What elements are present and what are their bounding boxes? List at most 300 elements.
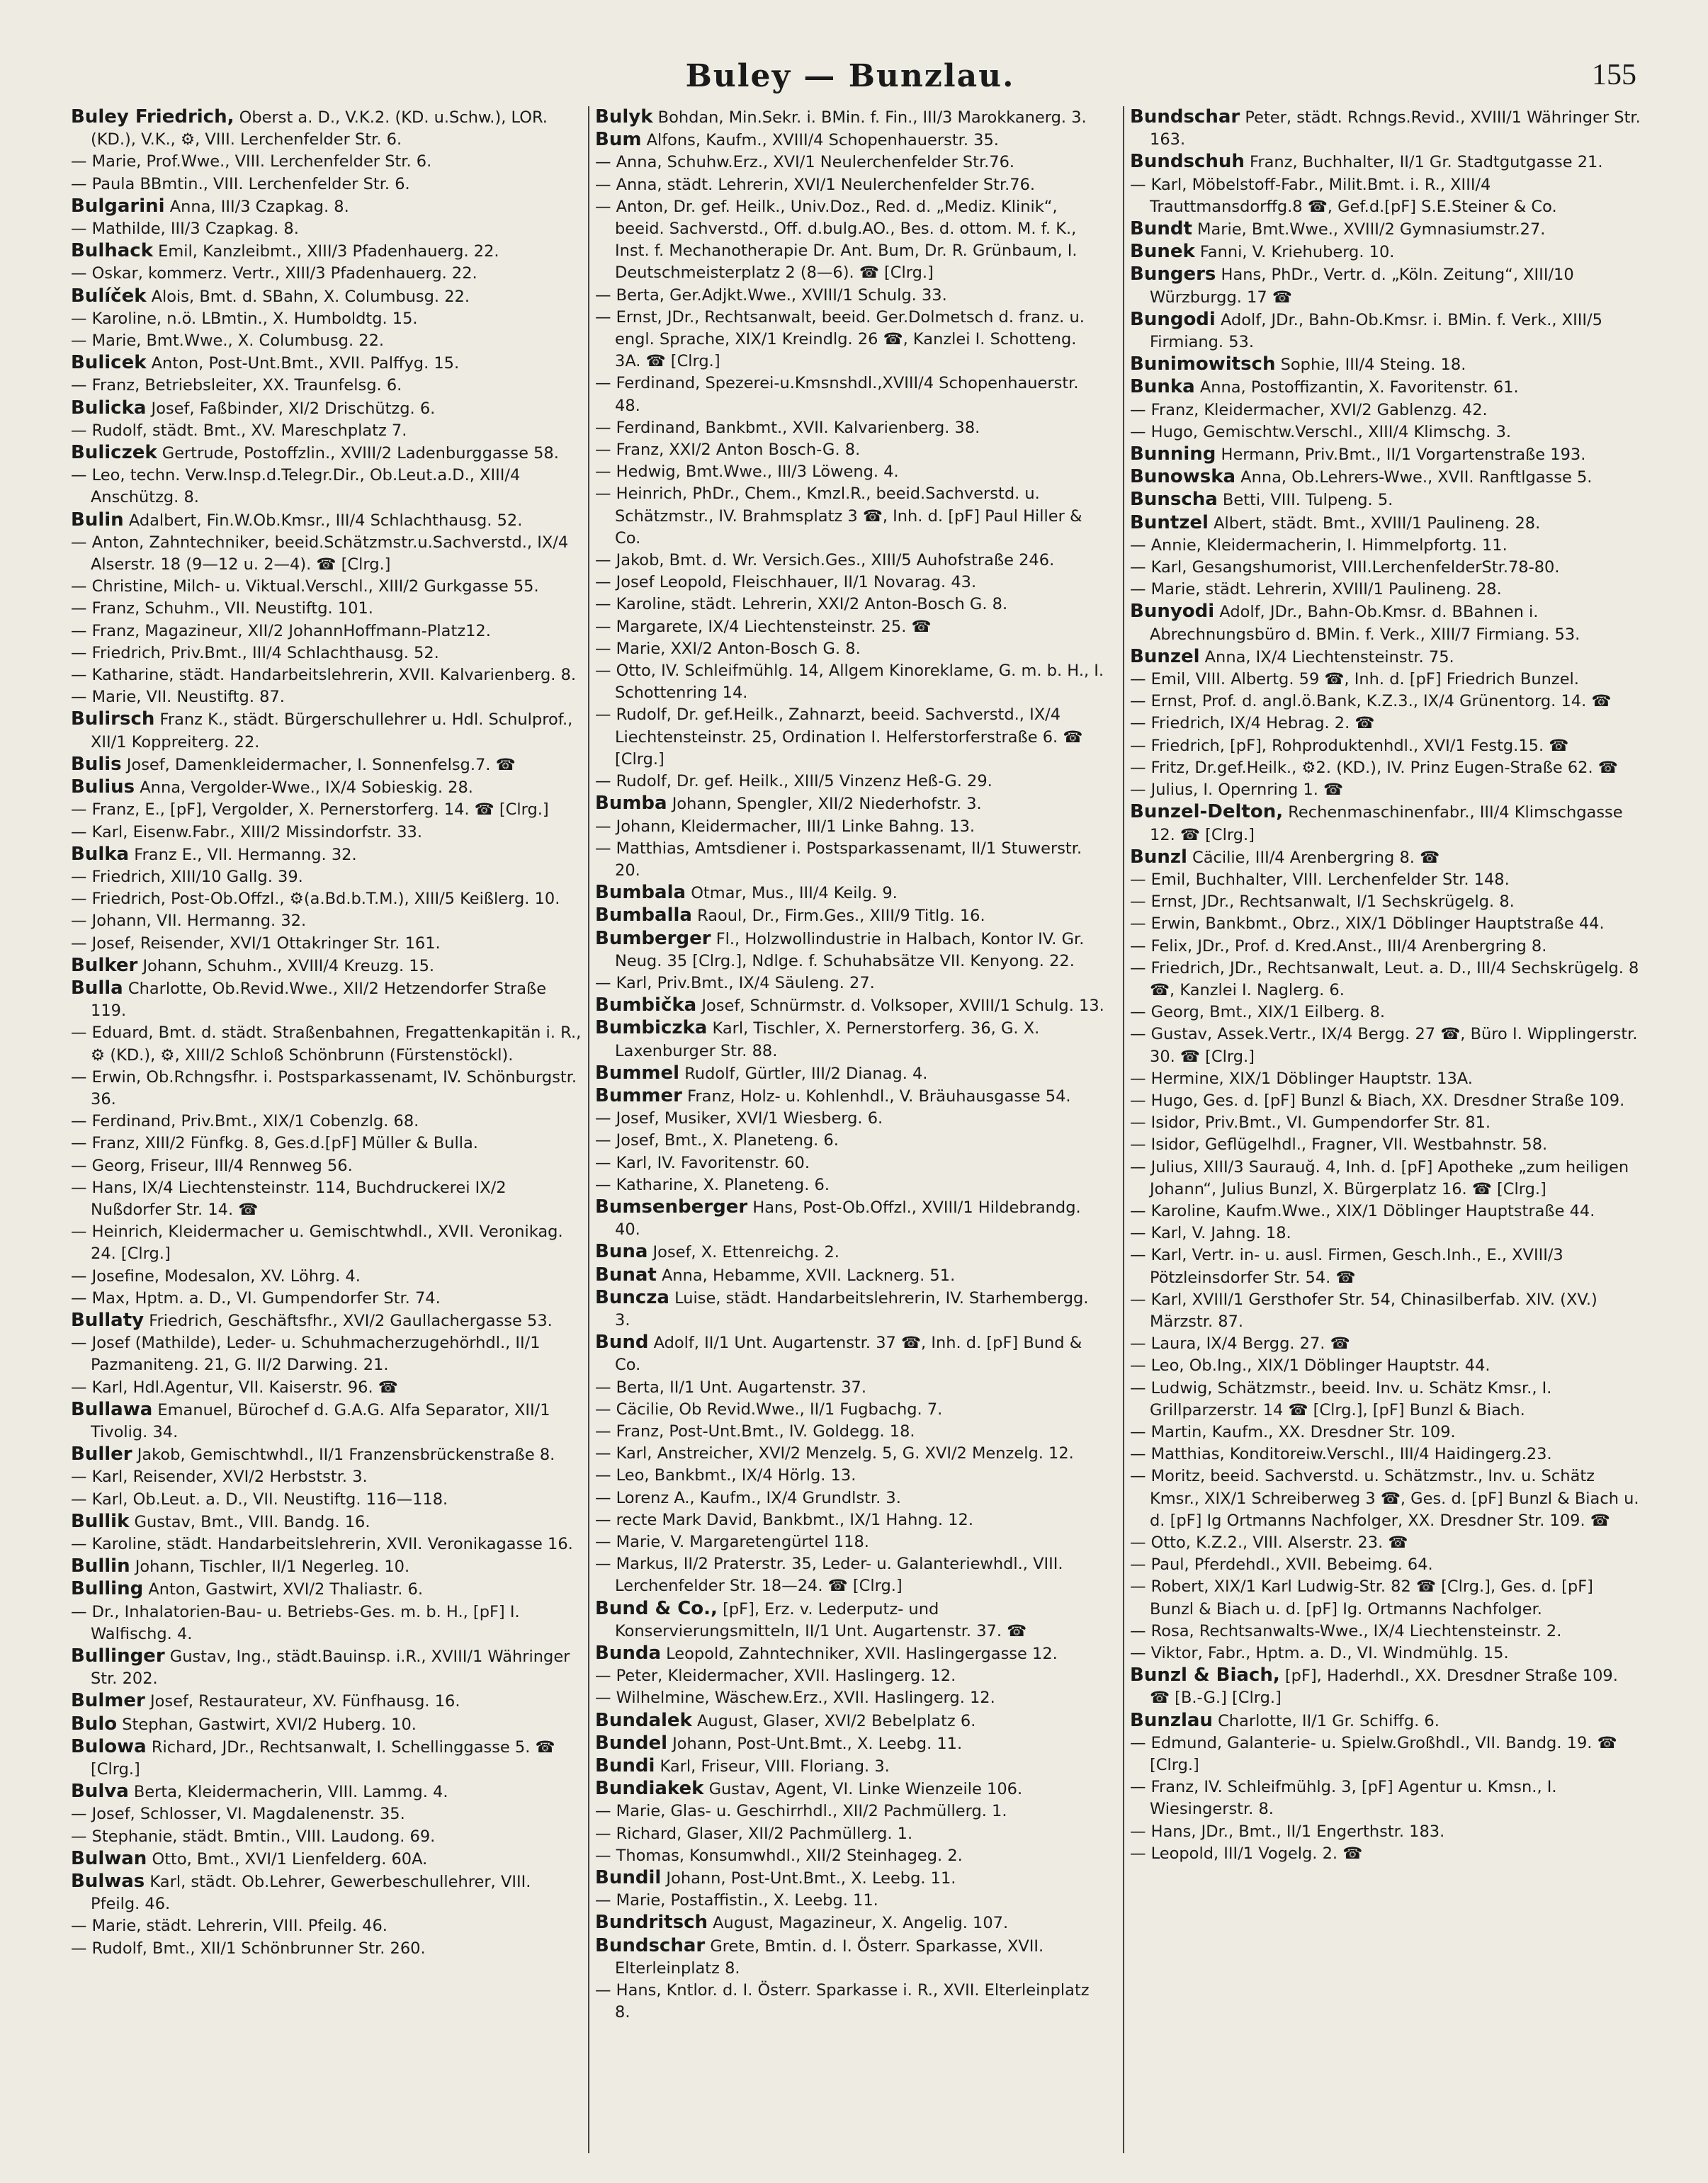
entry-details: — Paula BBmtin., VIII. Lerchenfelder Str. 6.	[71, 174, 410, 193]
directory-entry	[595, 174, 1107, 196]
entry-surname: Buley Friedrich,	[71, 106, 234, 127]
entry-details: — Stephanie, städt. Bmtin., VIII. Laudong. 69.	[71, 1827, 436, 1846]
entry-surname: Bulicek	[71, 352, 147, 374]
entry-surname: Bunowska	[1130, 466, 1236, 488]
entry-surname: Bungodi	[1130, 308, 1216, 330]
entry-details: Stephan, Gastwirt, XVI/2 Huberg. 10.	[117, 1715, 417, 1734]
column-divider	[588, 106, 589, 2153]
entry-details: — Moritz, beeid. Sachverstd. u. Schätzmstr., Inv. u. Schätz Kmsr., XIX/1 Schreiberweg 3 ☎, Ges. d. [pF] Bunzl & Biach u. d. [pF] Ig Ortmanns Nachfolger, XX. Dresdner Str. 109. ☎	[1130, 1467, 1639, 1530]
directory-entry	[595, 1553, 1107, 1597]
directory-entry	[595, 594, 1107, 616]
directory-entry	[1130, 691, 1641, 713]
entry-details: Adalbert, Fin.W.Ob.Kmsr., III/4 Schlachthausg. 52.	[123, 511, 523, 530]
directory-entry	[595, 550, 1107, 572]
entry-details: Franz K., städt. Bürgerschullehrer u. Hdl. Schulprof., XII/1 Koppreiterg. 22.	[91, 710, 573, 752]
entry-details: Josef, Damenkleidermacher, I. Sonnenfelsg.7. ☎	[121, 755, 516, 774]
directory-entry	[595, 373, 1107, 416]
directory-entry	[595, 882, 1107, 905]
entry-details: — Heinrich, PhDr., Chem., Kmzl.R., beeid.Sachverstd. u. Schätzmstr., IV. Brahmsplatz 3 ☎, Inh. d. [pF] Paul Hiller & Co.	[595, 484, 1082, 548]
directory-entry	[1130, 106, 1641, 151]
entry-details: — Rosa, Rechtsanwalts-Wwe., IX/4 Liechtensteinstr. 2.	[1130, 1621, 1562, 1640]
directory-entry	[71, 933, 582, 955]
directory-entry	[71, 955, 582, 977]
directory-entry	[1130, 151, 1641, 174]
directory-entry	[595, 1845, 1107, 1867]
directory-entry	[595, 1287, 1107, 1332]
directory-entry	[595, 660, 1107, 704]
entry-details: Gertrude, Postoffzlin., XVIII/2 Ladenburggasse 58.	[157, 444, 559, 463]
entry-surname: Bundil	[595, 1867, 662, 1889]
directory-entry	[71, 1871, 582, 1915]
directory-entry	[71, 1645, 582, 1690]
entry-details: — Max, Hptm. a. D., VI. Gumpendorfer Str. 74.	[71, 1288, 441, 1308]
entry-details: — Karl, Eisenw.Fabr., XIII/2 Missindorfstr. 33.	[71, 822, 422, 841]
entry-details: Rechenmaschinenfabr., III/4 Klimschgasse 12. ☎ [Clrg.]	[1150, 803, 1623, 844]
entry-details: — Cäcilie, Ob Revid.Wwe., II/1 Fugbachg. 7.	[595, 1400, 943, 1419]
directory-entry	[1130, 1576, 1641, 1620]
directory-entry	[71, 263, 582, 285]
directory-entry	[71, 106, 582, 151]
directory-entry	[595, 439, 1107, 461]
entry-details: — Karl, V. Jahng. 18.	[1130, 1224, 1291, 1243]
entry-details: Johann, Tischler, II/1 Negerleg. 10.	[130, 1558, 410, 1577]
directory-entry	[71, 1915, 582, 1937]
entry-surname: Bunek	[1130, 241, 1195, 263]
entry-details: — Johann, Kleidermacher, III/1 Linke Bahng. 13.	[595, 817, 975, 836]
directory-entry	[71, 1399, 582, 1444]
directory-entry	[595, 1332, 1107, 1376]
directory-entry	[595, 106, 1107, 129]
directory-entry	[1130, 421, 1641, 443]
entry-details: — Georg, Bmt., XIX/1 Eilberg. 8.	[1130, 1003, 1386, 1022]
directory-entry	[595, 1085, 1107, 1108]
directory-entry	[71, 1221, 582, 1265]
entry-details: Josef, Schnürmstr. d. Volksoper, XVIII/1 Schulg. 13.	[696, 997, 1104, 1016]
directory-entry	[595, 1531, 1107, 1553]
entry-details: August, Glaser, XVI/2 Bebelplatz 6.	[691, 1711, 976, 1730]
directory-entry	[71, 888, 582, 910]
entry-details: Anna, Postoffizantin, X. Favoritenstr. 61.	[1194, 378, 1519, 397]
entry-surname: Bumballa	[595, 905, 692, 926]
entry-details: Bohdan, Min.Sekr. i. BMin. f. Fin., III/3 Marokkanerg. 3.	[652, 108, 1087, 127]
entry-details: — Laura, IX/4 Bergg. 27. ☎	[1130, 1334, 1350, 1354]
directory-entry	[71, 686, 582, 708]
directory-entry	[1130, 1465, 1641, 1532]
entry-details: Otmar, Mus., III/4 Keilg. 9.	[686, 884, 898, 903]
entry-surname: Bumbiczka	[595, 1017, 708, 1039]
entry-details: Alois, Bmt. d. SBahn, X. Columbusg. 22.	[146, 287, 470, 306]
directory-entry	[1130, 399, 1641, 421]
directory-entry	[71, 1133, 582, 1155]
entry-details: — Marie, Bmt.Wwe., X. Columbusg. 22.	[71, 331, 385, 351]
column-1	[71, 106, 582, 2160]
directory-entry	[1130, 846, 1641, 869]
directory-entry	[1130, 1355, 1641, 1377]
entry-details: — Ernst, JDr., Rechtsanwalt, I/1 Sechskrügelg. 8.	[1130, 892, 1515, 912]
entry-surname: Bunzl & Biach,	[1130, 1665, 1280, 1686]
directory-entry	[71, 532, 582, 576]
entry-surname: Bumba	[595, 793, 667, 815]
directory-entry	[71, 1848, 582, 1871]
directory-entry	[71, 1803, 582, 1825]
entry-details: — Annie, Kleidermacherin, I. Himmelpfortg. 11.	[1130, 535, 1508, 555]
directory-entry	[595, 307, 1107, 373]
directory-entry	[71, 1466, 582, 1488]
entry-details: — Franz, XIII/2 Fünfkg. 8, Ges.d.[pF] Müller & Bulla.	[71, 1134, 478, 1153]
entry-details: Friedrich, Geschäftsfhr., XVI/2 Gaullachergasse 53.	[144, 1311, 553, 1330]
entry-details: — Leopold, III/1 Vogelg. 2. ☎	[1130, 1844, 1363, 1863]
directory-entry	[595, 1890, 1107, 1912]
entry-details: — Erwin, Ob.Rchngsfhr. i. Postsparkassenamt, IV. Schönburgstr. 36.	[71, 1067, 577, 1108]
directory-entry	[71, 1713, 582, 1736]
entry-details: — Friedrich, Priv.Bmt., III/4 Schlachthausg. 52.	[71, 643, 439, 662]
directory-entry	[1130, 735, 1641, 757]
entry-details: — Josef Leopold, Fleischhauer, II/1 Novarag. 43.	[595, 573, 977, 592]
directory-entry	[595, 1377, 1107, 1399]
entry-details: Anton, Post-Unt.Bmt., XVII. Palffyg. 15.	[146, 354, 460, 373]
entry-details: — Fritz, Dr.gef.Heilk., ⚙2. (KD.), IV. Prinz Eugen-Straße 62. ☎	[1130, 758, 1618, 777]
directory-entry	[595, 1174, 1107, 1196]
entry-details: — Felix, JDr., Prof. d. Kred.Anst., III/4 Arenbergring 8.	[1130, 936, 1547, 956]
entry-surname: Bummer	[595, 1084, 682, 1106]
entry-details: Luise, städt. Handarbeitslehrerin, IV. Starhembergg. 3.	[615, 1288, 1089, 1329]
entry-details: Karl, Tischler, X. Pernerstorferg. 36, G. X. Laxenburger Str. 88.	[615, 1019, 1040, 1060]
directory-entry	[71, 420, 582, 442]
entry-surname: Bum	[595, 129, 642, 151]
directory-entry	[71, 576, 582, 598]
entry-details: — Ferdinand, Bankbmt., XVII. Kalvarienberg. 38.	[595, 418, 980, 437]
entry-details: — Anton, Dr. gef. Heilk., Univ.Doz., Red. d. „Mediz. Klinik“, beeid. Sachverstd., Off. d.bulg.AO., Bes. d. ottom. M. f. K., Inst. f. Mechanotherapie Dr. Ant. Bum, Dr. R. Grünbaum, I. Deutschmeisterplatz 2 (8—6). ☎ [Clrg.]	[595, 197, 1078, 283]
entry-details: Richard, JDr., Rechtsanwalt, I. Schellinggasse 5. ☎ [Clrg.]	[91, 1737, 555, 1779]
entry-details: Grete, Bmtin. d. I. Österr. Sparkasse, XVII. Elterleinplatz 8.	[615, 1937, 1044, 1978]
directory-entry	[1130, 891, 1641, 913]
entry-surname: Bundritsch	[595, 1912, 708, 1934]
directory-entry	[71, 1533, 582, 1555]
directory-entry	[71, 1155, 582, 1177]
running-head: Buley — Bunzlau.	[685, 58, 1015, 94]
directory-entry	[1130, 1621, 1641, 1643]
entry-surname: Bumbala	[595, 882, 686, 904]
entry-details: Josef, X. Ettenreichg. 2.	[647, 1243, 839, 1262]
directory-entry	[1130, 1024, 1641, 1067]
directory-entry	[71, 1555, 582, 1578]
entry-details: — Karl, Ob.Leut. a. D., VII. Neustiftg. 116—118.	[71, 1490, 448, 1509]
directory-entry	[1130, 1776, 1641, 1820]
directory-entry	[595, 196, 1107, 285]
directory-entry	[1130, 263, 1641, 308]
entry-surname: Bulowa	[71, 1735, 147, 1757]
entry-details: — Karl, XVIII/1 Gersthofer Str. 54, Chinasilberfab. XIV. (XV.) Märzstr. 87.	[1130, 1290, 1597, 1331]
entry-details: — Peter, Kleidermacher, XVII. Haslingerg. 12.	[595, 1667, 956, 1686]
directory-entry	[595, 793, 1107, 815]
entry-surname: Bumbička	[595, 994, 697, 1016]
entry-details: Anna, Vergolder-Wwe., IX/4 Sobieskig. 28.	[135, 778, 473, 798]
directory-entry	[71, 1177, 582, 1221]
entry-details: — Karl, Priv.Bmt., IX/4 Säuleng. 27.	[595, 973, 875, 992]
entry-details: Johann, Spengler, XII/2 Niederhofstr. 3.	[667, 795, 982, 814]
directory-entry	[1130, 1002, 1641, 1024]
column-divider	[1123, 106, 1124, 2153]
entry-surname: Buller	[71, 1444, 132, 1465]
entry-details: — Franz, XXI/2 Anton Bosch-G. 8.	[595, 441, 861, 460]
entry-details: — Matthias, Amtsdiener i. Postsparkassenamt, II/1 Stuwerstr. 20.	[595, 839, 1082, 880]
entry-details: Leopold, Zahntechniker, XVII. Haslingergasse 12.	[661, 1645, 1058, 1664]
entry-details: — Rudolf, Dr. gef.Heilk., Zahnarzt, beeid. Sachverstd., IX/4 Liechtensteinstr. 25, Ordination I. Helferstorferstraße 6. ☎ [Clrg.]	[595, 705, 1083, 769]
entry-details: — Anna, Schuhw.Erz., XVI/1 Neulerchenfelder Str.76.	[595, 153, 1015, 172]
entry-details: — Franz, Post-Unt.Bmt., IV. Goldegg. 18.	[595, 1422, 915, 1441]
entry-details: Johann, Post-Unt.Bmt., X. Leebg. 11.	[661, 1869, 956, 1888]
directory-entry	[71, 218, 582, 240]
directory-entry	[1130, 218, 1641, 241]
entry-details: Johann, Schuhm., XVIII/4 Kreuzg. 15.	[137, 956, 435, 975]
entry-details: [pF], Haderhdl., XX. Dresdner Straße 109. ☎ [B.-G.] [Clrg.]	[1150, 1667, 1618, 1708]
entry-surname: Bunzl	[1130, 846, 1187, 868]
directory-entry	[1130, 1422, 1641, 1444]
entry-surname: Bunzel	[1130, 645, 1200, 667]
entry-details: — Rudolf, städt. Bmt., XV. Mareschplatz 7.	[71, 421, 407, 440]
directory-entry	[595, 638, 1107, 660]
directory-entry	[595, 1935, 1107, 1980]
directory-entry	[1130, 1532, 1641, 1554]
directory-entry	[595, 1241, 1107, 1264]
directory-entry	[71, 799, 582, 821]
entry-surname: Bulker	[71, 954, 138, 976]
entry-details: — Lorenz A., Kaufm., IX/4 Grundlstr. 3.	[595, 1488, 901, 1507]
directory-entry	[595, 1152, 1107, 1174]
entry-surname: Bulo	[71, 1713, 118, 1735]
directory-entry	[71, 1310, 582, 1332]
directory-entry	[595, 1755, 1107, 1778]
entry-details: — Josef, Musiker, XVI/1 Wiesberg. 6.	[595, 1109, 883, 1128]
directory-entry	[1130, 443, 1641, 466]
directory-entry	[71, 866, 582, 888]
entry-details: Anna, Ob.Lehrers-Wwe., XVII. Ranftlgasse 5.	[1235, 468, 1593, 487]
directory-entry	[595, 704, 1107, 771]
entry-details: — Emil, VIII. Albertg. 59 ☎, Inh. d. [pF] Friedrich Bunzel.	[1130, 670, 1579, 689]
entry-details: — Georg, Friseur, III/4 Rennweg 56.	[71, 1156, 353, 1175]
directory-entry	[1130, 1223, 1641, 1244]
entry-surname: Bullawa	[71, 1398, 153, 1420]
entry-details: — Mathilde, III/3 Czapkag. 8.	[71, 220, 299, 239]
entry-details: — Karl, Hdl.Agentur, VII. Kaiserstr. 96. ☎	[71, 1378, 398, 1397]
directory-entry	[595, 285, 1107, 307]
directory-entry	[71, 1781, 582, 1803]
directory-entry	[595, 816, 1107, 838]
entry-details: — Ludwig, Schätzmstr., beeid. Inv. u. Schätz Kmsr., I. Grillparzerstr. 14 ☎ [Clrg.], [pF] Bunzl & Biach.	[1130, 1378, 1552, 1419]
directory-entry	[71, 151, 582, 173]
entry-surname: Bulka	[71, 843, 130, 865]
directory-entry	[1130, 1068, 1641, 1090]
directory-entry	[1130, 1112, 1641, 1134]
entry-details: — Viktor, Fabr., Hptm. a. D., VI. Windmühlg. 15.	[1130, 1644, 1509, 1663]
entry-surname: Bulwas	[71, 1871, 145, 1893]
directory-entry	[1130, 936, 1641, 958]
directory-entry	[71, 776, 582, 799]
entry-details: — Katharine, städt. Handarbeitslehrerin, XVII. Kalvarienberg. 8.	[71, 666, 577, 685]
entry-details: Albert, städt. Bmt., XVIII/1 Paulineng. 28.	[1208, 514, 1541, 533]
directory-entry	[71, 195, 582, 218]
entry-surname: Bund	[595, 1332, 649, 1354]
entry-details: — Josef, Reisender, XVI/1 Ottakringer Str. 161.	[71, 934, 441, 953]
entry-details: Franz, Holz- u. Kohlenhdl., V. Bräuhausgasse 54.	[681, 1087, 1071, 1106]
entry-details: Hans, PhDr., Vertr. d. „Köln. Zeitung“, XIII/10 Würzburgg. 17 ☎	[1150, 266, 1574, 307]
directory-entry	[1130, 1134, 1641, 1156]
entry-surname: Bulling	[71, 1578, 144, 1600]
entry-details: Emanuel, Bürochef d. G.A.G. Alfa Separator, XII/1 Tivolig. 34.	[91, 1400, 550, 1441]
entry-details: Gustav, Ing., städt.Bauinsp. i.R., XVIII/1 Währinger Str. 202.	[91, 1648, 570, 1689]
entry-details: — Anna, städt. Lehrerin, XVI/1 Neulerchenfelder Str.76.	[595, 175, 1036, 194]
directory-entry	[71, 977, 582, 1022]
directory-entry	[71, 1578, 582, 1601]
directory-entry	[595, 152, 1107, 174]
entry-surname: Bulgarini	[71, 195, 165, 217]
entry-details: — Berta, II/1 Unt. Augartenstr. 37.	[595, 1378, 866, 1397]
entry-details: — Otto, K.Z.2., VIII. Alserstr. 23. ☎	[1130, 1533, 1408, 1552]
entry-details: — Marie, XXI/2 Anton-Bosch G. 8.	[595, 639, 861, 658]
entry-details: — Josef, Schlosser, VI. Magdalenenstr. 35.	[71, 1805, 405, 1824]
entry-details: Oberst a. D., V.K.2. (KD. u.Schw.), LOR. (KD.), V.K., ⚙, VIII. Lerchenfelder Str. 6.	[91, 108, 548, 149]
directory-entry	[1130, 757, 1641, 779]
directory-entry	[71, 910, 582, 932]
directory-entry	[71, 397, 582, 420]
directory-entry	[71, 352, 582, 375]
directory-entry	[595, 1733, 1107, 1755]
column-3	[1130, 106, 1641, 2160]
directory-entry	[595, 994, 1107, 1017]
entry-details: — Rudolf, Dr. gef. Heilk., XIII/5 Vinzenz Heß-G. 29.	[595, 772, 992, 791]
directory-entry	[1130, 669, 1641, 691]
entry-details: — Wilhelmine, Wäschew.Erz., XVII. Haslingerg. 12.	[595, 1689, 995, 1708]
entry-surname: Bulla	[71, 977, 123, 999]
entry-details: — Matthias, Konditoreiw.Verschl., III/4 Haidingerg.23.	[1130, 1445, 1552, 1464]
entry-surname: Bulmer	[71, 1690, 145, 1712]
entry-surname: Bunning	[1130, 443, 1216, 465]
entry-details: Anna, Hebamme, XVII. Lacknerg. 51.	[656, 1266, 956, 1285]
directory-entry	[595, 1017, 1107, 1062]
entry-details: — Julius, XIII/3 Saurauğ. 4, Inh. d. [pF] Apotheke „zum heiligen Johann“, Julius Bunzl, X. Bürgerplatz 16. ☎ [Clrg.]	[1130, 1157, 1629, 1198]
entry-details: — Hans, Kntlor. d. I. Österr. Sparkasse i. R., XVII. Elterleinplatz 8.	[595, 1981, 1090, 2022]
directory-entry	[595, 838, 1107, 882]
directory-entry	[71, 620, 582, 642]
entry-details: — Gustav, Assek.Vertr., IX/4 Bergg. 27 ☎, Büro I. Wipplingerstr. 30. ☎ [Clrg.]	[1130, 1025, 1638, 1066]
directory-entry	[595, 1710, 1107, 1733]
directory-entry	[595, 1465, 1107, 1487]
entry-details: — Karoline, städt. Lehrerin, XXI/2 Anton-Bosch G. 8.	[595, 595, 1008, 614]
directory-entry	[71, 1826, 582, 1848]
directory-entry	[71, 240, 582, 263]
entry-surname: Buna	[595, 1241, 648, 1263]
entry-surname: Bullaty	[71, 1309, 145, 1331]
entry-surname: Bunyodi	[1130, 601, 1215, 623]
entry-surname: Bundi	[595, 1755, 655, 1777]
directory-entry	[71, 1332, 582, 1376]
entry-details: — Eduard, Bmt. d. städt. Straßenbahnen, Fregattenkapitän i. R., ⚙ (KD.), ⚙, XIII/2 Schloß Schönbrunn (Fürstenstöckl).	[71, 1024, 582, 1065]
entry-surname: Bundschuh	[1130, 151, 1245, 173]
entry-surname: Bunimowitsch	[1130, 353, 1276, 375]
entry-details: — Richard, Glaser, XII/2 Pachmüllerg. 1.	[595, 1824, 913, 1843]
entry-details: — Thomas, Konsumwhdl., XII/2 Steinhageg. 2.	[595, 1846, 963, 1865]
directory-entry	[71, 308, 582, 330]
entry-surname: Buncza	[595, 1286, 669, 1308]
entry-details: — Markus, II/2 Praterstr. 35, Leder- u. Galanteriewhdl., VIII. Lerchenfelder Str. 18—24. ☎ [Clrg.]	[595, 1555, 1063, 1596]
entry-surname: Bullin	[71, 1555, 130, 1577]
entry-details: Josef, Faßbinder, XI/2 Drischützg. 6.	[146, 399, 436, 418]
entry-details: Marie, Bmt.Wwe., XVIII/2 Gymnasiumstr.27.	[1192, 220, 1546, 239]
directory-entry	[1130, 309, 1641, 353]
entry-details: Betti, VIII. Tulpeng. 5.	[1217, 491, 1393, 510]
directory-entry	[71, 598, 582, 620]
entry-details: — Friedrich, Post-Ob.Offzl., ⚙(a.Bd.b.T.M.), XIII/5 Keißlerg. 10.	[71, 890, 560, 909]
column-2	[595, 106, 1107, 2160]
directory-entry	[71, 822, 582, 844]
entry-surname: Bulva	[71, 1781, 129, 1803]
directory-entry	[1130, 1289, 1641, 1333]
entry-surname: Bullinger	[71, 1645, 165, 1667]
entry-details: — Karl, Vertr. in- u. ausl. Firmen, Gesch.Inh., E., XVIII/3 Pötzleinsdorfer Str. 54. ☎	[1130, 1246, 1563, 1287]
entry-details: — Karoline, n.ö. LBmtin., X. Humboldtg. 15.	[71, 309, 418, 328]
entry-details: — Hugo, Ges. d. [pF] Bunzl & Biach, XX. Dresdner Straße 109.	[1130, 1091, 1625, 1110]
directory-entry	[595, 1196, 1107, 1241]
directory-entry	[71, 285, 582, 308]
entry-details: — Berta, Ger.Adjkt.Wwe., XVIII/1 Schulg. 33.	[595, 285, 947, 305]
entry-details: — Hans, IX/4 Liechtensteinstr. 114, Buchdruckerei IX/2 Nußdorfer Str. 14. ☎	[71, 1178, 507, 1219]
entry-surname: Bundt	[1130, 218, 1192, 240]
entry-details: — Josefine, Modesalon, XV. Löhrg. 4.	[71, 1266, 361, 1286]
entry-details: — Christine, Milch- u. Viktual.Verschl., XIII/2 Gurkgasse 55.	[71, 577, 539, 596]
entry-surname: Bunka	[1130, 376, 1195, 398]
directory-entry	[595, 1421, 1107, 1443]
entry-details: Fanni, V. Kriehuberg. 10.	[1194, 243, 1395, 262]
directory-entry	[595, 572, 1107, 594]
entry-details: Rudolf, Gürtler, III/2 Dianag. 4.	[679, 1064, 928, 1083]
directory-entry	[71, 642, 582, 664]
entry-surname: Bulius	[71, 776, 135, 798]
entry-details: August, Magazineur, X. Angelig. 107.	[708, 1914, 1009, 1933]
entry-details: — Julius, I. Opernring 1. ☎	[1130, 781, 1344, 800]
entry-surname: Bulyk	[595, 106, 653, 127]
entry-details: — Rudolf, Bmt., XII/1 Schönbrunner Str. 260.	[71, 1939, 426, 1958]
directory-entry	[71, 1022, 582, 1066]
entry-details: Karl, Friseur, VIII. Floriang. 3.	[655, 1757, 890, 1776]
directory-entry	[1130, 241, 1641, 263]
entry-surname: Bundschar	[595, 1934, 706, 1956]
directory-entry	[71, 1690, 582, 1713]
directory-entry	[1130, 1733, 1641, 1776]
entry-surname: Bundel	[595, 1732, 667, 1754]
entry-details: — Robert, XIX/1 Karl Ludwig-Str. 82 ☎ [Clrg.], Ges. d. [pF] Bunzl & Biach u. d. [pF] Ig. Ortmanns Nachfolger.	[1130, 1577, 1593, 1618]
directory-entry	[1130, 489, 1641, 511]
directory-entry	[595, 483, 1107, 550]
entry-details: — Johann, VII. Hermanng. 32.	[71, 912, 307, 931]
entry-details: — Martin, Kaufm., XX. Dresdner Str. 109.	[1130, 1422, 1456, 1441]
page-number: 155	[1592, 59, 1636, 91]
directory-entry	[1130, 535, 1641, 557]
entry-details: — Hermine, XIX/1 Döblinger Hauptstr. 13A.	[1130, 1069, 1473, 1088]
directory-entry	[1130, 1244, 1641, 1288]
directory-entry	[595, 1108, 1107, 1130]
directory-entry	[595, 1912, 1107, 1934]
directory-entry	[595, 1687, 1107, 1709]
entry-surname: Bulicka	[71, 397, 147, 419]
entry-details: Otto, Bmt., XVI/1 Lienfelderg. 60A.	[147, 1849, 428, 1869]
directory-entry	[1130, 466, 1641, 489]
entry-surname: Bunscha	[1130, 489, 1218, 511]
directory-entry	[1130, 174, 1641, 218]
entry-details: — Karl, Anstreicher, XVI/2 Menzelg. 5, G. XVI/2 Menzelg. 12.	[595, 1444, 1074, 1463]
directory-entry	[71, 1511, 582, 1533]
entry-surname: Bummel	[595, 1062, 680, 1084]
directory-entry	[595, 1801, 1107, 1822]
